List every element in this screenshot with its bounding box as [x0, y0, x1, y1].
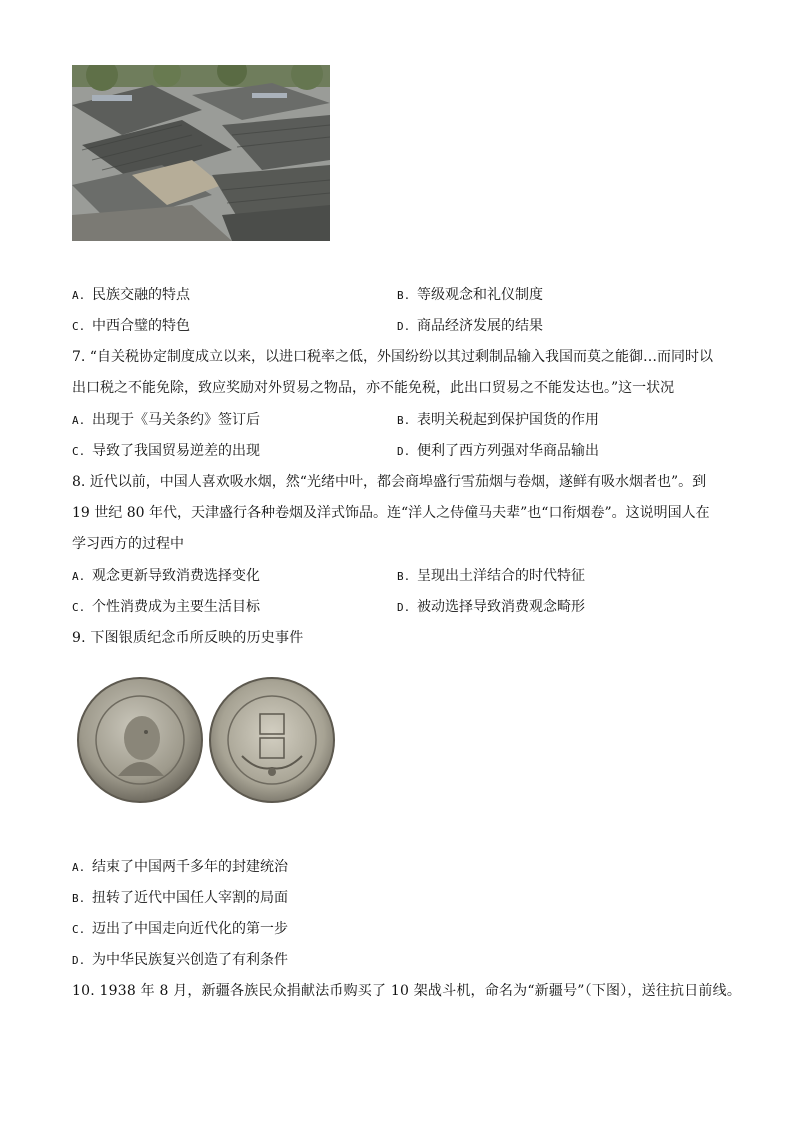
q7-option-b: B. 表明关税起到保护国货的作用 — [397, 412, 599, 428]
q6-option-d: D. 商品经济发展的结果 — [397, 318, 543, 334]
rooftops-illustration — [72, 65, 330, 241]
q7-option-d: D. 便利了西方列强对华商品输出 — [397, 443, 599, 459]
q9-option-b: B. 扭转了近代中国任人宰割的局面 — [72, 890, 288, 906]
coin-reverse — [210, 678, 334, 802]
q10-stem: 10. 1938 年 8 月，新疆各族民众捐献法币购买了 10 架战斗机，命名为“新疆号”（下图），送往抗日前线。 — [72, 983, 742, 999]
q8-option-b: B. 呈现出土洋结合的时代特征 — [397, 568, 585, 584]
q6-option-b: B. 等级观念和礼仪制度 — [397, 287, 543, 303]
q9-stem: 9. 下图银质纪念币所反映的历史事件 — [72, 630, 304, 646]
q9-option-d: D. 为中华民族复兴创造了有利条件 — [72, 952, 288, 968]
coin-obverse — [78, 678, 202, 802]
commemorative-silver-coins-image — [72, 676, 342, 804]
q8-option-c: C. 个性消费成为主要生活目标 — [72, 599, 260, 615]
q7-stem: 7. “自关税协定制度成立以来，以进口税率之低，外国纷纷以其过剩制品输入我国而莫之能御…而同时以 出口税之不能免除，致应奖励对外贸易之物品，亦不能免税，此出口贸易之不能发达也。”这一状况 — [72, 349, 713, 396]
q9-option-a: A. 结束了中国两千多年的封建统治 — [72, 859, 288, 875]
q7-option-a: A. 出现于《马关条约》签订后 — [72, 412, 260, 428]
q8-option-a: A. 观念更新导致消费选择变化 — [72, 568, 260, 584]
q9-option-c: C. 迈出了中国走向近代化的第一步 — [72, 921, 288, 937]
q8-stem: 8. 近代以前，中国人喜欢吸水烟，然“光绪中叶，都会商埠盛行雪茄烟与卷烟，遂鲜有吸水烟者也”。到 19 世纪 80 年代，天津盛行各种卷烟及洋式饰品。连“洋人之侍僮马夫辈”也“口衔烟卷”。这说明国人在 学习西方的过程中 — [72, 474, 710, 552]
q7-option-c: C. 导致了我国贸易逆差的出现 — [72, 443, 260, 459]
coins-illustration — [72, 676, 342, 804]
q8-option-d: D. 被动选择导致消费观念畸形 — [397, 599, 585, 615]
courtyard-rooftops-photo — [72, 65, 330, 241]
q6-option-a: A. 民族交融的特点 — [72, 287, 190, 303]
q6-option-c: C. 中西合璧的特色 — [72, 318, 190, 334]
